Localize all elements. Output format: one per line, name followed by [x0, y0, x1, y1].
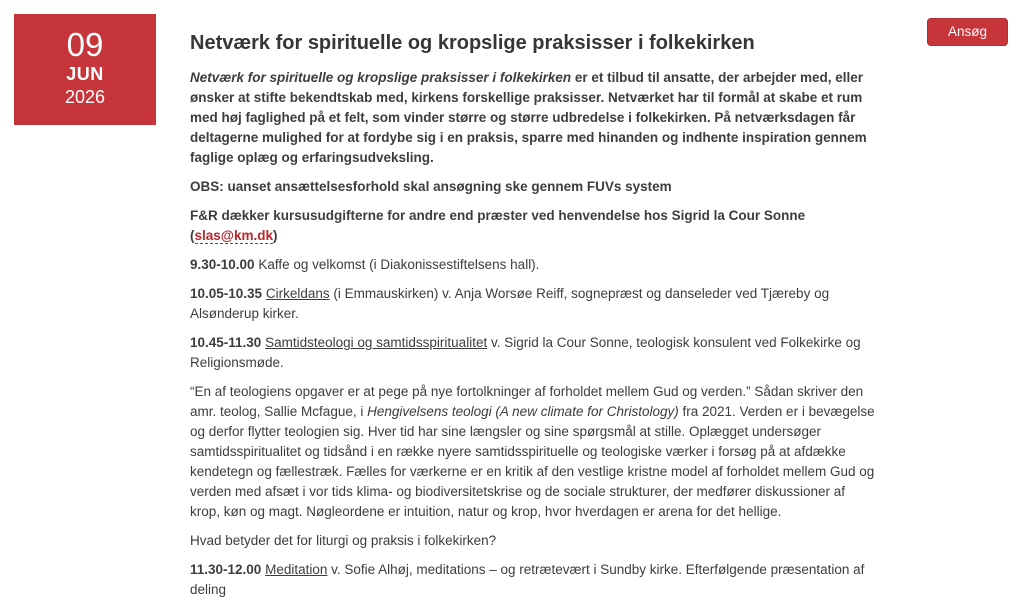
event-content [190, 0, 876, 601]
event-date-year: 2026 [64, 87, 106, 107]
schedule-item-cirkeldans [190, 284, 876, 324]
essay-part1: “En af teologiens opgaver er at pege på nye fortolkninger af forholdet mellem Gud og verden.” Sådan skriver den amr. teolog, Sallie Mcfague, i [190, 384, 864, 419]
schedule-item-meditation [190, 560, 876, 600]
essay-part2: fra 2021. Verden er i bevægelse og derfor flytter teologien sig. Hver tid har sine længsler og sine spørgsmål at stille. Oplægget undersøger samtidsspiritualitet og tidsånd i en række nyere samtidsspirituelle og teologiske værker i forsøg på at afdække kendetegn og fællestræk. Fælles for værkerne er en kritik af den vestlige kristne model af forholdet mellem Gud og verden med afsæt i vor tids klima- og biodiversitetskrise og de sociale strukturer, der medfører diskussioner af krop, køn og magt. Nøgleordene er intuition, natur og krop, hvor hverdagen er arena for det hellige. [190, 404, 875, 519]
essay-paragraph [190, 382, 876, 522]
schedule-text: (i Emmauskirken) v. Anja Worsøe Reiff, sognepræst og danseleder ved Tjæreby og Alsønderup kirker. [190, 286, 830, 321]
schedule-text: Kaffe og velkomst (i Diakonissestiftelsens hall). [254, 257, 540, 272]
schedule-time: 10.05-10.35 [190, 286, 263, 301]
schedule-text: v. Sigrid la Cour Sonne, teologisk konsulent ved Folkekirke og Religionsmøde. [190, 335, 861, 370]
email-link[interactable]: slas@km.dk [194, 228, 273, 243]
funding-pre: F&R dækker kursusudgifterne for andre end præster ved henvendelse hos Sigrid la Cour Sonne ( [190, 208, 806, 243]
event-date-badge [14, 14, 156, 125]
schedule-time: 10.45-11.30 [190, 335, 262, 350]
intro-lead: Netværk for spirituelle og kropslige praksisser i folkekirken [190, 70, 572, 85]
session-link[interactable]: Cirkeldans [265, 286, 330, 301]
schedule-item-coffee [190, 255, 876, 275]
essay-book-title: Hengivelsens teologi (A new climate for Christology) [367, 404, 679, 419]
intro-rest: er et tilbud til ansatte, der arbejder med, eller ønsker at stifte bekendtskab med, kirkens forskellige praksisser. Netværket har til formål at skabe et rum med høj faglighed på et felt, som vinder større og større udbredelse i folkekirken. På netværksdagen får deltagerne mulighed for at fordybe sig i en praksis, sparre med hinanden og indhente inspiration gennem faglige oplæg og erfaringsudveksling. [190, 70, 867, 165]
event-date-month: JUN [66, 64, 104, 84]
funding-post: ) [272, 228, 278, 243]
session-link[interactable]: Samtidsteologi og samtidsspiritualitet [265, 335, 488, 350]
intro-paragraph [190, 68, 876, 168]
question-line: Hvad betyder det for liturgi og praksis i folkekirken? [190, 533, 497, 548]
apply-button[interactable]: Ansøg [927, 18, 1008, 46]
schedule-item-samtidsteologi [190, 333, 876, 373]
funding-note [190, 206, 876, 246]
schedule-time: 9.30-10.00 [190, 257, 255, 272]
schedule-text: v. Sofie Alhøj, meditations – og retrætevært i Sundby kirke. Efterfølgende præsentation af deling [190, 562, 865, 597]
session-link[interactable]: Meditation [265, 562, 328, 577]
obs-note: OBS: uanset ansættelsesforhold skal ansøgning ske gennem FUVs system [190, 179, 672, 194]
event-date-day: 09 [66, 26, 104, 63]
schedule-time: 11.30-12.00 [190, 562, 262, 577]
page-title: Netværk for spirituelle og kropslige praksisser i folkekirken [190, 32, 755, 54]
